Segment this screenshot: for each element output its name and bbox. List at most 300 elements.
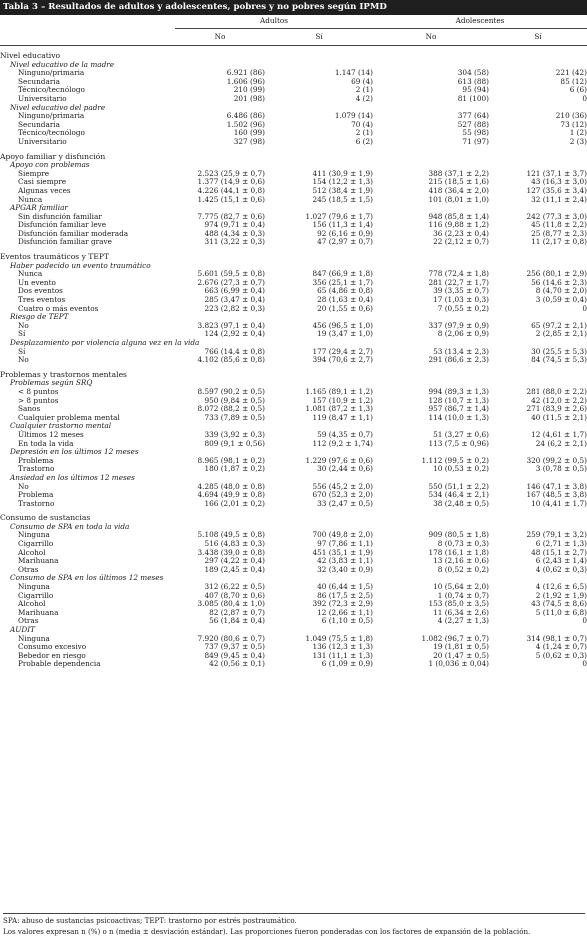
table-cell: 55 (98) — [462, 128, 490, 138]
table-cell: 388 (37,1 ± 2,2) — [428, 168, 490, 178]
section-title: Eventos traumáticos y TEPT — [0, 252, 110, 262]
row-label: Cualquier problema mental — [18, 412, 120, 422]
table-row — [0, 500, 587, 509]
table-cell: 1.081 (87,2 ± 1,3) — [305, 404, 374, 414]
table-cell: 167 (48,5 ± 3,8) — [526, 490, 587, 500]
footnote: Los valores expresan n (%) o n (media ± desviación estándar). Las proporciones fueron ponderadas con los factores de expansión de la población. — [3, 926, 531, 936]
table-cell: 847 (66,9 ± 1,8) — [312, 269, 374, 279]
table-cell: 778 (72,4 ± 1,8) — [428, 269, 490, 279]
table-cell: 136 (12,3 ± 1,3) — [312, 642, 374, 652]
table-row — [0, 187, 587, 196]
table-cell: 32 (11,1 ± 2,4) — [531, 194, 587, 204]
table-cell: 45 (11,8 ± 2,2) — [531, 220, 587, 230]
table-cell: 223 (2,82 ± 0,3) — [204, 303, 265, 313]
table-cell: 48 (15,1 ± 2,7) — [531, 547, 587, 557]
table-cell: 30 (2,44 ± 0,6) — [317, 464, 374, 474]
row-spacer — [175, 247, 587, 262]
table-cell: 377 (64) — [457, 111, 490, 121]
header-spacer — [0, 29, 175, 46]
table-row — [0, 531, 587, 540]
table-cell: 85 (12) — [560, 76, 587, 86]
table-cell: 1.112 (99,5 ± 0,2) — [421, 455, 490, 465]
table-cell: 8 (2,06 ± 0,9) — [437, 329, 490, 339]
table-cell: 210 (36) — [555, 111, 587, 121]
table-cell: 11 (6,34 ± 2,6) — [433, 607, 490, 617]
subsection-header-row — [0, 262, 587, 271]
column-header: Sí — [489, 29, 587, 46]
table-cell: 339 (3,92 ± 0,3) — [204, 429, 265, 439]
subsection-title: Problemas según SRQ — [10, 378, 93, 388]
table-cell: 221 (42) — [555, 68, 587, 78]
table-row — [0, 549, 587, 558]
table-cell: 116 (9,88 ± 1,2) — [428, 220, 490, 230]
subsection-header-row — [0, 379, 587, 388]
table-cell: 4.694 (49,9 ± 0,8) — [197, 490, 265, 500]
table-cell: 314 (98,1 ± 0,7) — [526, 633, 587, 643]
table-cell: 2.523 (25,9 ± 0,7) — [197, 168, 265, 178]
table-cell: 178 (16,1 ± 1,8) — [428, 547, 490, 557]
table-cell: 3 (0,59 ± 0,4) — [535, 295, 587, 305]
table-cell: 312 (6,22 ± 0,5) — [204, 582, 265, 592]
table-cell: 177 (29,4 ± 2,7) — [312, 346, 374, 356]
table-cell: 766 (14,4 ± 0,8) — [204, 346, 265, 356]
row-label: Bebedor en riesgo — [18, 650, 86, 660]
row-label: Ninguna — [18, 633, 50, 643]
table-row — [0, 483, 587, 492]
table-cell: 19 (3,47 ± 1,0) — [317, 329, 374, 339]
table-cell: 337 (97,9 ± 0,9) — [428, 320, 490, 330]
table-cell: 3.085 (80,4 ± 1,0) — [197, 599, 265, 609]
table-cell: 69 (4) — [351, 76, 374, 86]
table-cell: 153 (85,0 ± 3,5) — [428, 599, 490, 609]
table-cell: 101 (8,01 ± 1,0) — [428, 194, 490, 204]
subsection-title: Cualquier trastorno mental — [10, 421, 112, 431]
table-cell: 25 (8,77 ± 2,3) — [531, 228, 587, 238]
row-label: No — [18, 320, 29, 330]
table-row — [0, 491, 587, 500]
subsection-header-row — [0, 161, 587, 170]
table-cell: 311 (3,22 ± 0,3) — [204, 237, 265, 247]
table-cell: 160 (99) — [233, 128, 265, 138]
table-row — [0, 78, 587, 87]
row-label: Marihuana — [18, 607, 59, 617]
table-cell: 6.486 (86) — [226, 111, 265, 121]
subsection-title: APGAR familiar — [10, 203, 68, 213]
subsection-header-row — [0, 448, 587, 457]
table-cell: 33 (2,47 ± 0,5) — [317, 498, 374, 508]
subsection-title: Ansiedad en los últimos 12 meses — [10, 472, 135, 482]
row-label: Alcohol — [18, 547, 46, 557]
table-cell: 43 (74,5 ± 8,6) — [531, 599, 587, 609]
row-label: Problema — [18, 455, 54, 465]
table-cell: 256 (80,1 ± 2,9) — [526, 269, 587, 279]
group-header-adultos: Adultos — [175, 15, 373, 29]
subsection-title: Desplazamiento por violencia alguna vez en la vida — [10, 338, 200, 347]
table-cell: 189 (2,45 ± 0,4) — [204, 564, 265, 574]
table-cell: 4.102 (85,6 ± 0,8) — [197, 355, 265, 365]
table-cell: 156 (11,3 ± 1,4) — [312, 220, 374, 230]
table-cell: 112 (9,2 ± 1,74) — [312, 438, 374, 448]
row-label: Consumo excesivo — [18, 642, 87, 652]
table-cell: 1 (0,036 ± 0,04) — [428, 659, 490, 669]
table-cell: 242 (77,3 ± 3,0) — [526, 211, 587, 221]
table-cell: 4 (2) — [355, 93, 374, 103]
table-cell: 28 (1,63 ± 0,4) — [317, 295, 374, 305]
table-row — [0, 457, 587, 466]
table-cell: 7.775 (82,7 ± 0,6) — [197, 211, 265, 221]
row-label: Problema — [18, 490, 54, 500]
subsection-header-row — [0, 313, 587, 322]
row-label: Probable dependencia — [18, 659, 101, 669]
column-header: Sí — [265, 29, 373, 46]
table-cell: 2.676 (27,3 ± 0,7) — [197, 277, 265, 287]
table-cell: 950 (9,84 ± 0,5) — [204, 395, 265, 405]
table-cell: 1.606 (96) — [226, 76, 265, 86]
table-cell: 24 (6,2 ± 2,1) — [535, 438, 587, 448]
table-cell: 534 (46,4 ± 2,1) — [428, 490, 490, 500]
subsection-title: Nivel educativo del padre — [10, 102, 106, 112]
table-row — [0, 305, 587, 314]
table-cell: 92 (6,16 ± 0,9) — [317, 228, 374, 238]
row-label: Otras — [18, 616, 39, 626]
table-cell: 4 (12,6 ± 6,5) — [535, 582, 587, 592]
row-label: Ninguno/primaria — [18, 111, 85, 121]
table-cell: 10 (5,64 ± 2,0) — [433, 582, 490, 592]
table-cell: 356 (25,1 ± 1,7) — [312, 277, 374, 287]
table-cell: 131 (11,1 ± 1,3) — [312, 650, 374, 660]
table-cell: 1.049 (75,5 ± 1,8) — [305, 633, 374, 643]
table-cell: 201 (98) — [233, 93, 265, 103]
table-cell: 733 (7,89 ± 0,5) — [204, 412, 265, 422]
table-row — [0, 279, 587, 288]
table-cell: 71 (97) — [462, 136, 490, 146]
section-header-row — [0, 365, 587, 380]
section-title: Problemas y trastornos mentales — [0, 369, 127, 379]
table-row — [0, 238, 587, 247]
table-cell: 4 (2,27 ± 1,3) — [437, 616, 490, 626]
table-cell: 1 (2) — [569, 128, 587, 138]
row-label: Cigarrillo — [18, 539, 54, 549]
table-cell: 128 (10,7 ± 1,3) — [428, 395, 490, 405]
table-row — [0, 348, 587, 357]
row-label: < 8 puntos — [18, 386, 59, 396]
row-label: Nunca — [18, 269, 43, 279]
table-cell: 4 (1,24 ± 0,7) — [535, 642, 587, 652]
table-cell: 2 (1) — [355, 85, 374, 95]
row-label: Disfunción familiar leve — [18, 220, 107, 230]
row-label: Trastorno — [18, 498, 55, 508]
table-cell: 3.438 (39,0 ± 0,8) — [197, 547, 265, 557]
table-cell: 42 (12,0 ± 2,2) — [531, 395, 587, 405]
section-header-row — [0, 46, 587, 61]
table-row — [0, 557, 587, 566]
table-cell: 809 (9,1 ± 0,56) — [204, 438, 265, 448]
table-cell: 86 (17,5 ± 2,5) — [317, 590, 374, 600]
table-cell: 6.921 (86) — [226, 68, 265, 78]
row-spacer — [175, 365, 587, 380]
table-cell: 994 (89,3 ± 1,3) — [428, 386, 490, 396]
table-cell: 550 (51,1 ± 2,2) — [428, 481, 490, 491]
table-row — [0, 86, 587, 95]
table-cell: 327 (98) — [233, 136, 265, 146]
table-row — [0, 69, 587, 78]
table-cell: 19 (1,81 ± 0,5) — [433, 642, 490, 652]
table-row — [0, 121, 587, 130]
table-cell: 3 (0,78 ± 0,5) — [535, 464, 587, 474]
table-cell: 6 (1,09 ± 0,9) — [321, 659, 374, 669]
table-cell: 42 (3,83 ± 1,1) — [317, 556, 374, 566]
row-label: Alcohol — [18, 599, 46, 609]
table-cell: 1.165 (89,1 ± 1,2) — [305, 386, 374, 396]
table-cell: 2 (1) — [355, 128, 374, 138]
row-label: Disfunción familiar grave — [18, 237, 112, 247]
table-cell: 556 (45,2 ± 2,0) — [312, 481, 374, 491]
table-cell: 259 (79,1 ± 3,2) — [526, 530, 587, 540]
table-cell: 6 (1,10 ± 0,5) — [321, 616, 374, 626]
row-label: Tres eventos — [18, 295, 66, 305]
table-cell: 1.147 (14) — [334, 68, 374, 78]
table-cell: 4.285 (48,0 ± 0,8) — [197, 481, 265, 491]
section-title: Nivel educativo — [0, 51, 61, 60]
table-cell: 6 (2,71 ± 1,3) — [535, 539, 587, 549]
table-cell: 7.920 (80,6 ± 0,7) — [197, 633, 265, 643]
row-label: Cuatro o más eventos — [18, 303, 99, 313]
table-cell: 40 (6,44 ± 1,5) — [317, 582, 374, 592]
table-cell: 215 (18,5 ± 1,6) — [428, 177, 490, 187]
table-cell: 36 (2,23 ± 0,4) — [433, 228, 490, 238]
table-cell: 6 (2,43 ± 1,4) — [535, 556, 587, 566]
table-cell: 12 (2,66 ± 1,1) — [317, 607, 374, 617]
table-body — [0, 46, 587, 669]
table-row — [0, 138, 587, 147]
row-label: Ninguna — [18, 530, 50, 540]
table-row — [0, 322, 587, 331]
table-row — [0, 660, 587, 669]
table-cell: 613 (88) — [457, 76, 490, 86]
column-header: No — [175, 29, 265, 46]
table-cell: 146 (47,1 ± 3,8) — [526, 481, 587, 491]
subsection-header-row — [0, 104, 587, 113]
footnote: SPA: abuso de sustancias psicoactivas; TEPT: trastorno por estrés postraumático. — [3, 916, 297, 925]
table-cell: 43 (16,3 ± 3,0) — [531, 177, 587, 187]
row-label: Sí — [18, 329, 26, 339]
table-cell: 20 (1,55 ± 0,6) — [317, 303, 374, 313]
table-row — [0, 592, 587, 601]
row-label: Universitario — [18, 93, 67, 103]
row-label: No — [18, 481, 29, 491]
table-cell: 2 (3) — [569, 136, 587, 146]
row-label: Siempre — [18, 168, 50, 178]
row-label: Ninguno/primaria — [18, 68, 85, 78]
table-cell: 394 (70,6 ± 2,7) — [312, 355, 374, 365]
row-label: Casi siempre — [18, 177, 67, 187]
table-cell: 2 (1,92 ± 1,9) — [535, 590, 587, 600]
subsection-header-row — [0, 626, 587, 635]
table-cell: 95 (94) — [462, 85, 490, 95]
table-cell: 10 (0,53 ± 0,2) — [433, 464, 490, 474]
table-cell: 12 (4,61 ± 1,7) — [531, 429, 587, 439]
results-table — [0, 15, 587, 669]
table-row — [0, 583, 587, 592]
subsection-header-row — [0, 574, 587, 583]
table-cell: 8 (0,73 ± 0,3) — [437, 539, 490, 549]
section-title: Consumo de sustancias — [0, 513, 91, 523]
table-cell: 8.072 (88,2 ± 0,5) — [197, 404, 265, 414]
table-cell: 53 (13,4 ± 2,3) — [433, 346, 490, 356]
table-cell: 5.108 (49,5 ± 0,8) — [197, 530, 265, 540]
table-cell: 297 (4,22 ± 0,4) — [204, 556, 265, 566]
row-label: Sanos — [18, 404, 41, 414]
table-cell: 73 (12) — [560, 119, 587, 129]
table-cell: 8 (0,52 ± 0,2) — [437, 564, 490, 574]
subsection-title: Haber padecido un evento traumático — [10, 260, 151, 270]
row-label: Sin disfunción familiar — [18, 211, 102, 221]
table-row — [0, 600, 587, 609]
table-cell: 38 (2,48 ± 0,5) — [433, 498, 490, 508]
table-row — [0, 196, 587, 205]
group-header-adolescentes: Adolescentes — [373, 15, 587, 29]
table-cell: 0 — [582, 303, 587, 313]
table-cell: 166 (2,01 ± 0,2) — [204, 498, 265, 508]
row-label: Cigarrillo — [18, 590, 54, 600]
table-cell: 1.229 (97,6 ± 0,6) — [305, 455, 374, 465]
table-row — [0, 270, 587, 279]
table-cell: 157 (10,9 ± 1,2) — [312, 395, 374, 405]
table-cell: 1.079 (14) — [334, 111, 374, 121]
row-label: Secundaria — [18, 119, 60, 129]
table-row — [0, 635, 587, 644]
table-cell: 59 (4,35 ± 0,7) — [317, 429, 374, 439]
table-cell: 291 (86,6 ± 2,3) — [428, 355, 490, 365]
table-cell: 7 (0,55 ± 0,2) — [437, 303, 490, 313]
table-cell: 65 (4,86 ± 0,8) — [317, 286, 374, 296]
table-cell: 81 (100) — [457, 93, 490, 103]
table-cell: 527 (88) — [457, 119, 490, 129]
table-cell: 1.377 (14,9 ± 0,6) — [197, 177, 265, 187]
table-cell: 10 (4,41 ± 1,7) — [531, 498, 587, 508]
table-cell: 65 (97,2 ± 2,1) — [531, 320, 587, 330]
table-cell: 663 (6,99 ± 0,4) — [204, 286, 265, 296]
section-header-row — [0, 147, 587, 162]
table-cell: 670 (52,3 ± 2,0) — [312, 490, 374, 500]
subsection-header-row — [0, 339, 587, 348]
table-cell: 13 (2,16 ± 0,6) — [433, 556, 490, 566]
row-label: Disfunción familiar moderada — [18, 228, 129, 238]
table-cell: 121 (37,1 ± 3,7) — [526, 168, 587, 178]
table-cell: 32 (3,40 ± 0,9) — [317, 564, 374, 574]
row-spacer — [175, 147, 587, 162]
table-cell: 8.965 (98,1 ± 0,2) — [197, 455, 265, 465]
subsection-header-row — [0, 61, 587, 70]
table-cell: 124 (2,92 ± 0,4) — [204, 329, 265, 339]
table-cell: 737 (9,37 ± 0,5) — [204, 642, 265, 652]
table-cell: 8.597 (90,2 ± 0,5) — [197, 386, 265, 396]
subsection-title: AUDIT — [10, 625, 36, 634]
table-row — [0, 287, 587, 296]
table-cell: 39 (3,35 ± 0,7) — [433, 286, 490, 296]
table-cell: 20 (1,47 ± 0,5) — [433, 650, 490, 660]
subsection-header-row — [0, 523, 587, 532]
table-cell: 488 (4,34 ± 0,3) — [204, 228, 265, 238]
table-cell: 909 (80,5 ± 1,8) — [428, 530, 490, 540]
table-cell: 0 — [582, 93, 587, 103]
subsection-title: Nivel educativo de la madre — [10, 59, 115, 69]
row-label: Algunas veces — [18, 185, 71, 195]
header-spacer — [0, 15, 175, 29]
table-cell: 516 (4,83 ± 0,3) — [204, 539, 265, 549]
table-cell: 418 (36,4 ± 2,0) — [428, 185, 490, 195]
table-row — [0, 129, 587, 138]
table-row — [0, 170, 587, 179]
table-cell: 0 — [582, 616, 587, 626]
table-cell: 974 (9,71 ± 0,4) — [204, 220, 265, 230]
table-cell: 320 (99,2 ± 0,5) — [526, 455, 587, 465]
table-cell: 411 (30,9 ± 1,9) — [312, 168, 374, 178]
table-cell: 114 (10,0 ± 1,3) — [428, 412, 490, 422]
table-cell: 40 (11,5 ± 2,1) — [531, 412, 587, 422]
table-cell: 47 (2,97 ± 0,7) — [317, 237, 374, 247]
table-cell: 948 (85,8 ± 1,4) — [428, 211, 490, 221]
table-cell: 4.226 (44,1 ± 0,8) — [197, 185, 265, 195]
table-cell: 42 (0,56 ± 0,1) — [209, 659, 265, 669]
row-label: Universitario — [18, 136, 67, 146]
table-cell: 30 (25,5 ± 5,3) — [531, 346, 587, 356]
table-cell: 5 (0,62 ± 0,3) — [535, 650, 587, 660]
table-cell: 245 (18,5 ± 1,5) — [312, 194, 374, 204]
row-label: Dos eventos — [18, 286, 63, 296]
table-cell: 957 (86,7 ± 1,4) — [428, 404, 490, 414]
row-label: Últimos 12 meses — [18, 429, 84, 439]
subsection-header-row — [0, 422, 587, 431]
row-label: Otras — [18, 564, 39, 574]
table-cell: 2 (2,85 ± 2,1) — [535, 329, 587, 339]
table-cell: 127 (35,6 ± 3,4) — [526, 185, 587, 195]
table-cell: 84 (74,5 ± 5,3) — [531, 355, 587, 365]
table-cell: 512 (38,4 ± 1,9) — [312, 185, 374, 195]
table-cell: 56 (1,84 ± 0,4) — [209, 616, 265, 626]
row-label: Secundaria — [18, 76, 60, 86]
table-cell: 154 (12,2 ± 1,3) — [312, 177, 374, 187]
table-cell: 6 (2) — [355, 136, 374, 146]
table-cell: 119 (8,47 ± 1,1) — [312, 412, 374, 422]
row-label: Técnico/tecnólogo — [18, 128, 85, 138]
table-cell: 180 (1,87 ± 0,2) — [204, 464, 265, 474]
table-cell: 4 (0,62 ± 0,3) — [535, 564, 587, 574]
table-row — [0, 643, 587, 652]
row-spacer — [175, 508, 587, 523]
row-label: Técnico/tecnólogo — [18, 85, 85, 95]
row-label: Un evento — [18, 277, 56, 287]
section-title: Apoyo familiar y disfunción — [0, 151, 106, 161]
row-label: Sí — [18, 346, 26, 356]
table-cell: 281 (22,7 ± 1,7) — [428, 277, 490, 287]
table-cell: 6 (6) — [569, 85, 587, 95]
table-cell: 1.027 (79,6 ± 1,7) — [305, 211, 374, 221]
table-cell: 1.502 (96) — [226, 119, 265, 129]
table-cell: 11 (2,17 ± 0,8) — [531, 237, 587, 247]
table-title: Tabla 3 – Resultados de adultos y adolescentes, pobres y no pobres según IPMD — [0, 0, 587, 15]
row-spacer — [175, 46, 587, 61]
row-label: En toda la vida — [18, 438, 74, 448]
table-cell: 451 (35,1 ± 1,9) — [312, 547, 374, 557]
table-cell: 97 (7,86 ± 1,1) — [317, 539, 374, 549]
row-label: Ninguna — [18, 582, 50, 592]
table-cell: 5 (11,0 ± 6,8) — [535, 607, 587, 617]
table-row — [0, 397, 587, 406]
table-cell: 849 (9,45 ± 0,4) — [204, 650, 265, 660]
section-header-row — [0, 508, 587, 523]
row-label: > 8 puntos — [18, 395, 59, 405]
